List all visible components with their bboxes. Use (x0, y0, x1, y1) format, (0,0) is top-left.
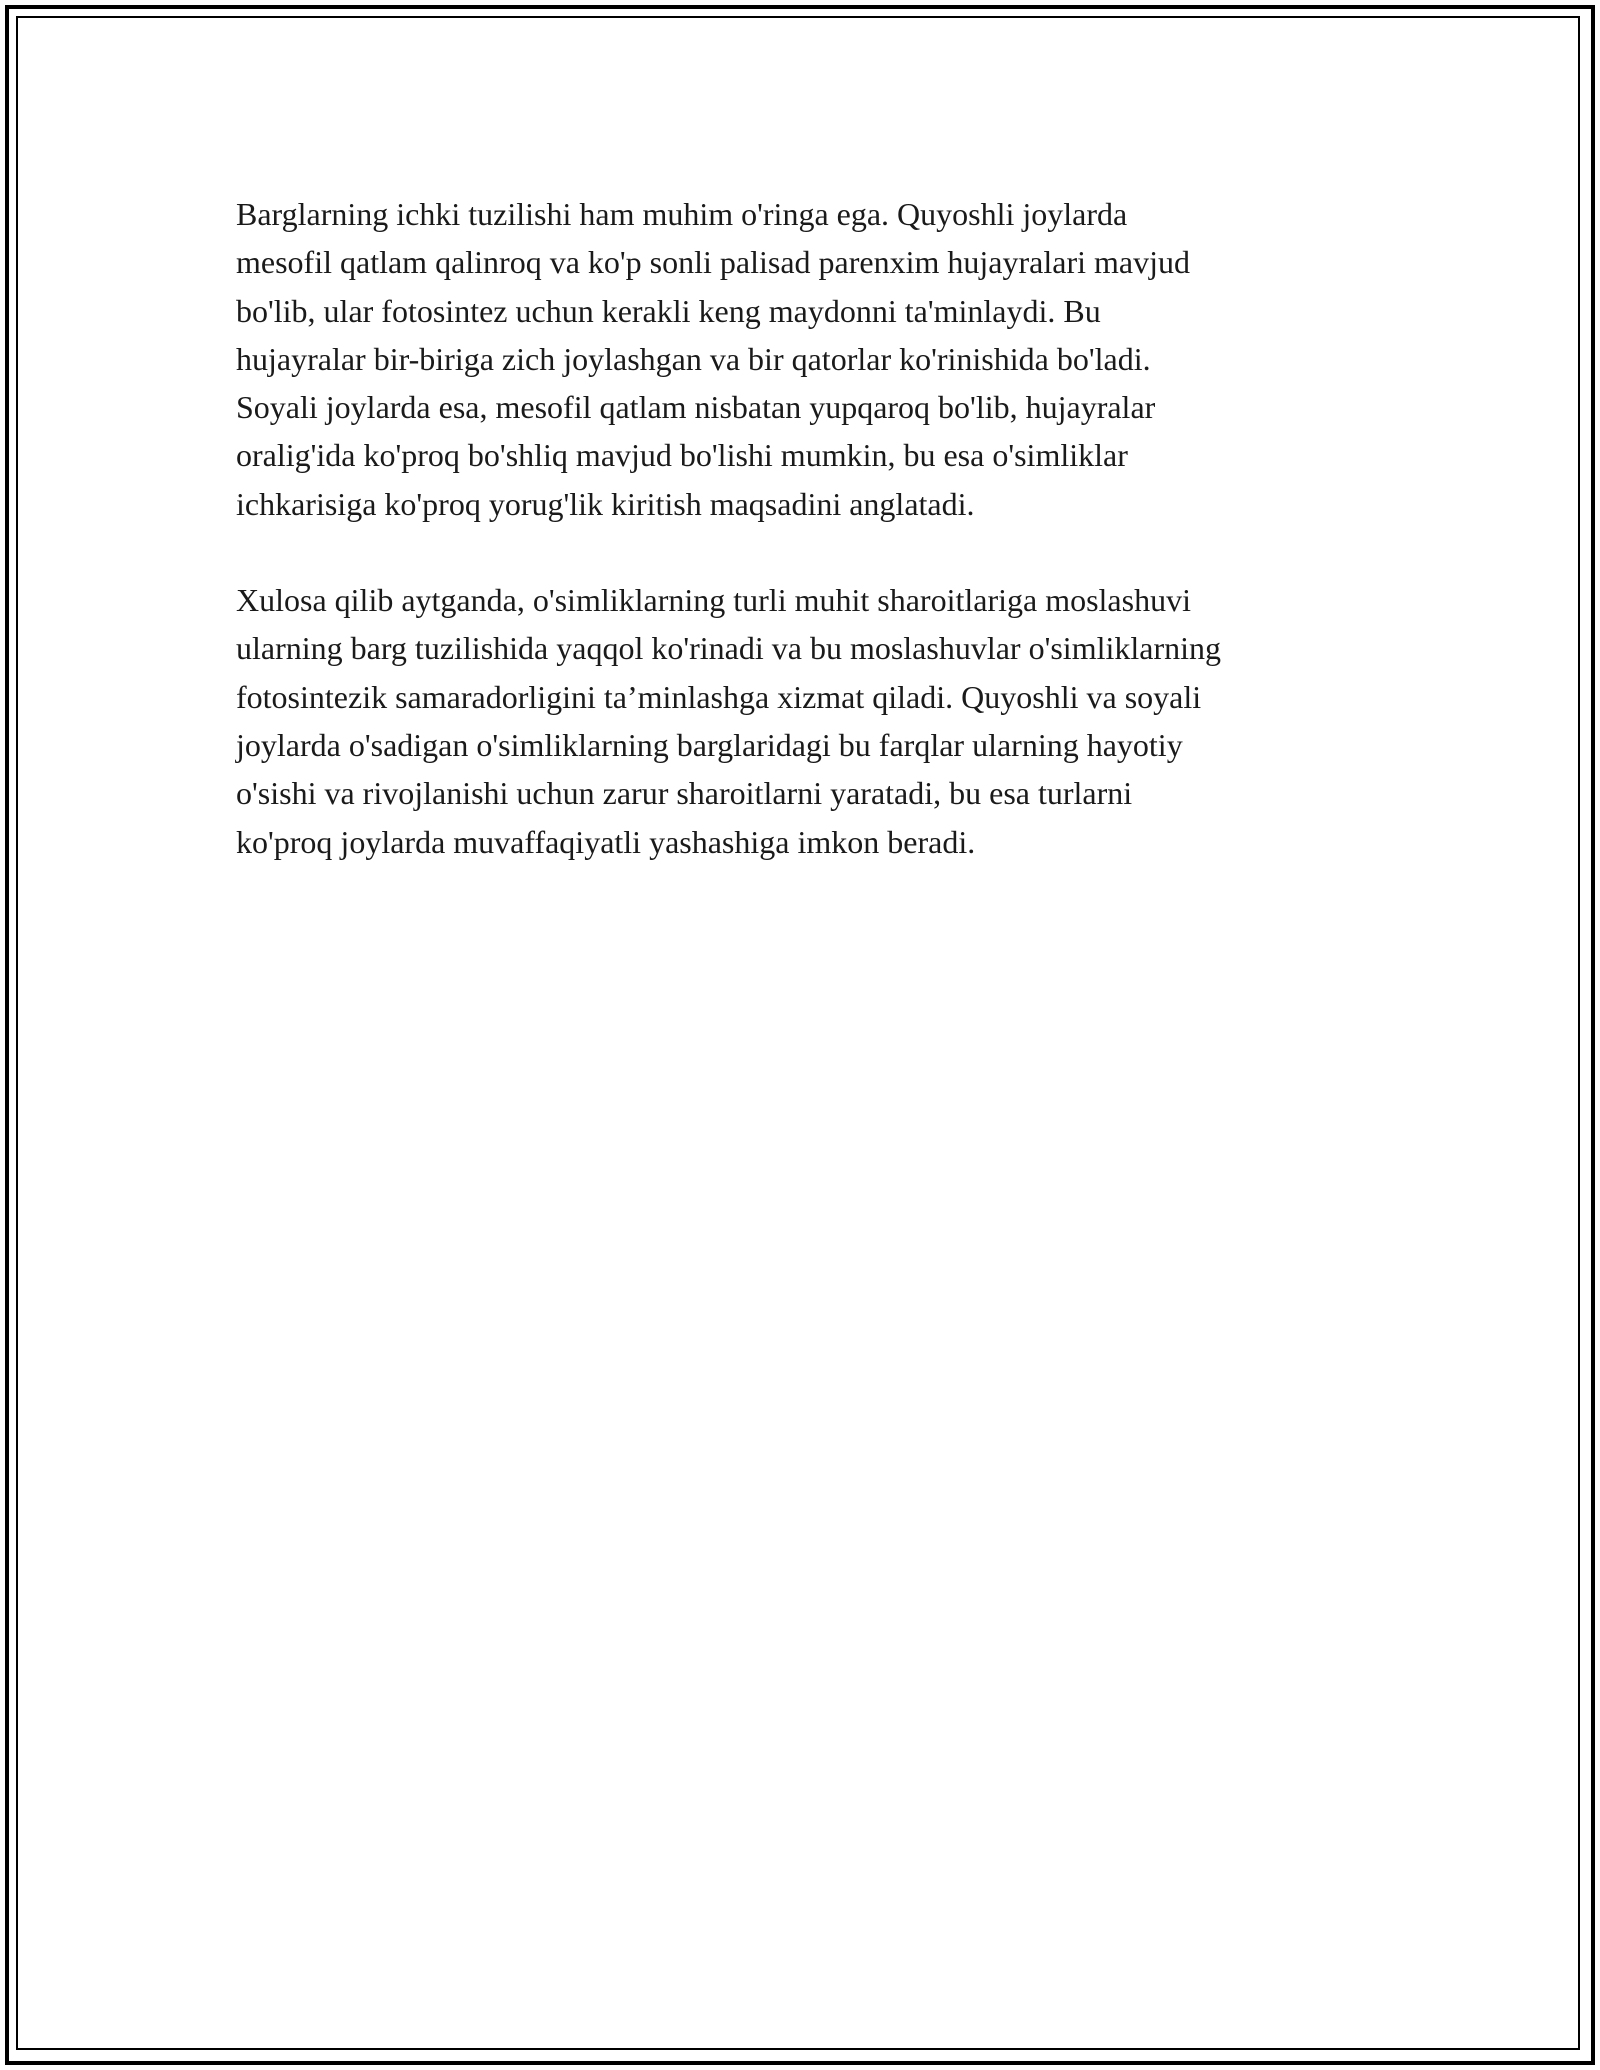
text-line: ko'proq joylarda muvaffaqiyatli yashashiga imkon beradi. (236, 823, 976, 860)
text-line: Soyali joylarda esa, mesofil qatlam nisbatan yupqaroq bo'lib, hujayralar (236, 389, 1156, 426)
text-line: Barglarning ichki tuzilishi ham muhim o'ringa ega. Quyoshli joylarda (236, 196, 1128, 232)
text-line: bo'lib, ular fotosintez uchun kerakli keng maydonni ta'minlaydi. Bu (236, 292, 1101, 329)
paragraph-leaf-structure (236, 190, 1386, 528)
text-line: mesofil qatlam qalinroq va ko'p sonli palisad parenxim hujayralari mavjud (236, 244, 1190, 281)
text-line: oralig'ida ko'proq bo'shliq mavjud bo'lishi mumkin, bu esa o'simliklar (236, 437, 1128, 474)
text-line: o'sishi va rivojlanishi uchun zarur sharoitlarni yaratadi, bu esa turlarni (236, 775, 1133, 812)
document-body (236, 190, 1386, 914)
text-line: joylarda o'sadigan o'simliklarning barglaridagi bu farqlar ularning hayotiy (236, 726, 1183, 763)
text-line: ularning barg tuzilishida yaqqol ko'rinadi va bu moslashuvlar o'simliklarning (236, 630, 1221, 667)
text-line: fotosintezik samaradorligini ta’minlashga xizmat qiladi. Quyoshli va soyali (236, 678, 1202, 715)
text-line: Xulosa qilib aytganda, o'simliklarning turli muhit sharoitlariga moslashuvi (236, 582, 1191, 619)
text-line: ichkarisiga ko'proq yorug'lik kiritish maqsadini anglatadi. (236, 485, 975, 522)
text-line: hujayralar bir-biriga zich joylashgan va bir qatorlar ko'rinishida bo'ladi. (236, 340, 1151, 377)
paragraph-conclusion (236, 576, 1386, 866)
